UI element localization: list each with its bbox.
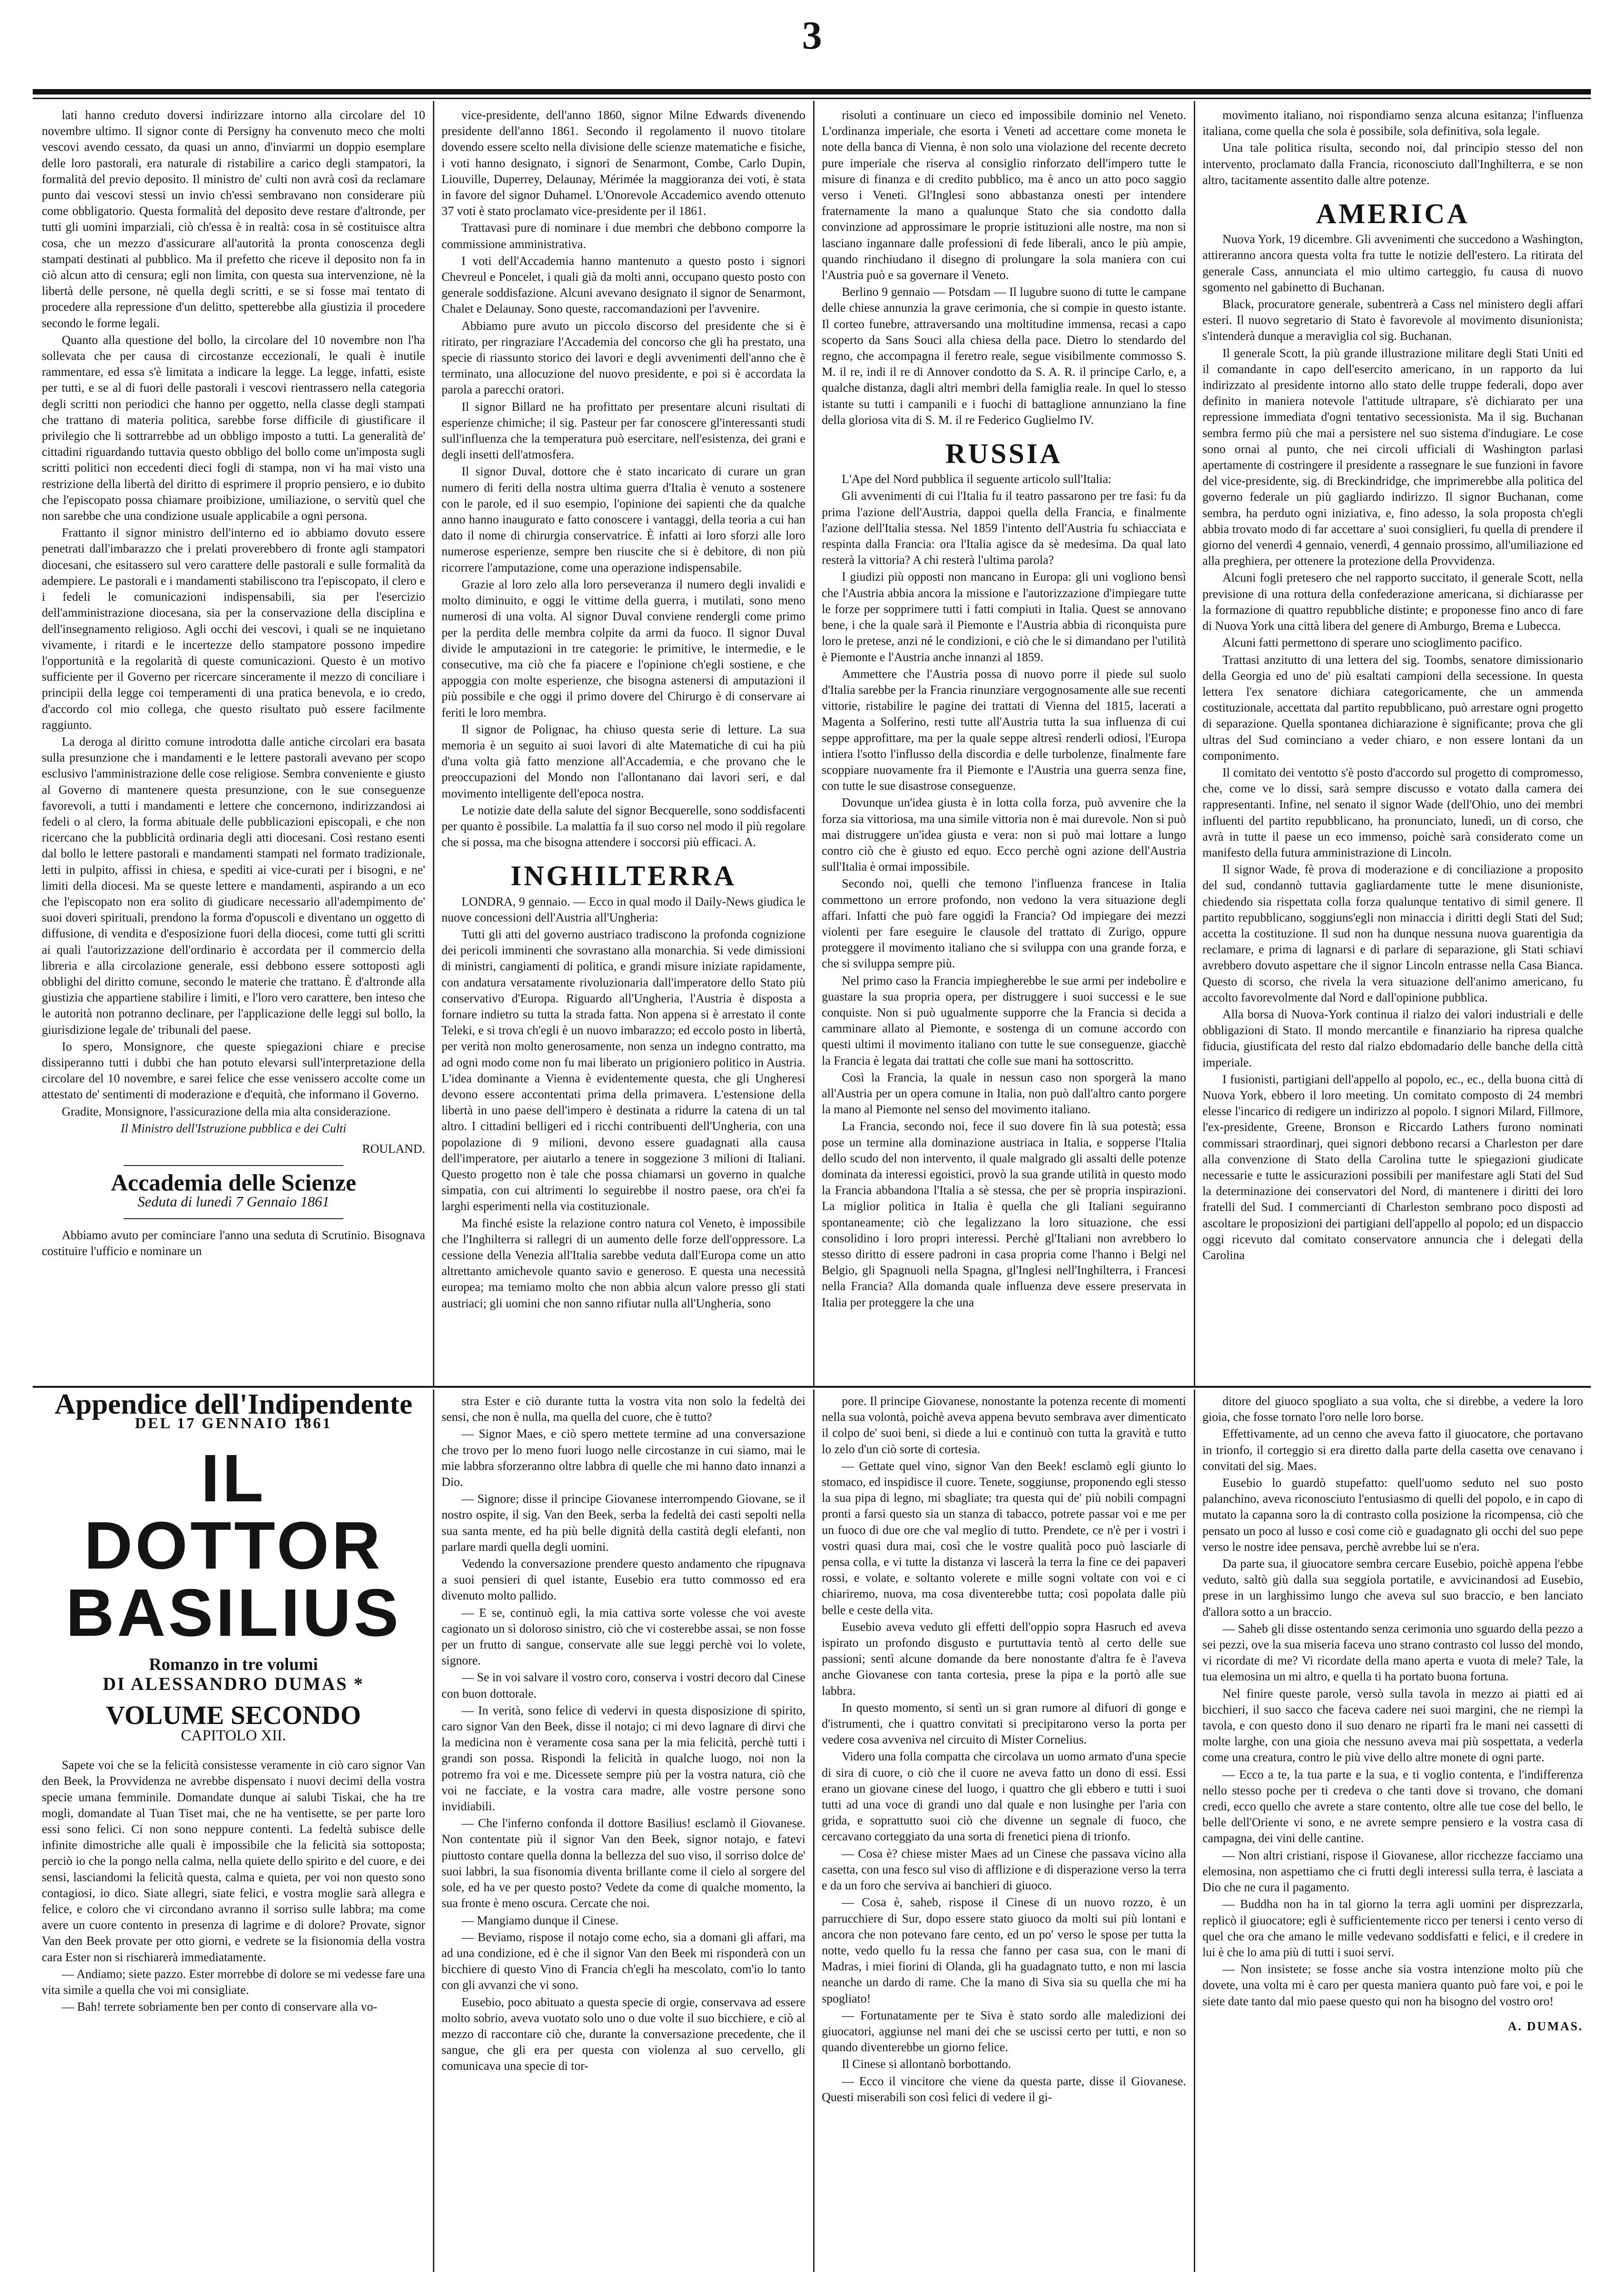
paragraph-text: — Saheb gli disse ostentando senza cerimonia uno sguardo della pezzo a sei pezzi, ove la sua miseria faceva uno strano contrasto col lusso del mondo, vi ricordate di me? Vi ricordate della mano aperta e vuota di mele? Tale, la tua elemosina un mi altro, e quella ti ha portato buona fortuna. [1202,1621,1583,1684]
header-rule-thin [33,98,1591,99]
paragraph-text: Il Cinese si allontanò borbottando. [842,2057,1011,2071]
paragraph-text: — Non insistete; se fosse anche sia vostra intenzione molto più che dovete, una volta mi è caro per questa maniera quanto può fare voi, e poi le siete date tanto dal mio paese questo qui non ha bisogno del vostro oro! [1202,1962,1583,2008]
paragraph-text: — Bah! terrete sobriamente ben per conto di conservare alla vo- [62,2000,377,2014]
paragraph-text: Il signor Duval, dottore che è stato incaricato di curare un gran numero di feriti della nostra ultima guerra d'Italia è venuto a sostenere con le parole, ed il suo esempio, l'opinione dei sapienti che da qualche anno hanno inaugurato e fatto conoscere i vantaggi, della teoria a cui han dato il nome di chirurgia conservatrice. È infatti ai loro sforzi alle loro numerose esperienze, sempre ben riuscite che si è debitore, di non più ricorrere l'amputazione, come una operazione indispensabile. [442,464,805,574]
paragraph-text: Quanto alla questione del bollo, la circolare del 10 novembre non l'ha sollevata che per causa di circostanze eccezionali, le quali è inutile rammentare, ed essa s'è limitata a indicare la legge. La legge, infatti, esiste per tutti, e se al di fuori delle pastorali i vescovi rientrassero nella categoria degli scritti non periodici che hanno per oggetto, nella classe degli stampati che trattano di materia politica, sarebbe forse difficile di giustificare il privilegio che li sottrarrebbe ad un obbligo imposto a tutti. La generalità de' cittadini riguardando tuttavia questo obbligo del bollo come un'imposta sugli scritti politici non eccedenti dieci fogli di stampa, non vi ha mai visto una restrizione della libertà del diritto di esprimere il proprio pensiero, e io dubito che l'episcopato possa chiamare proibizione, umiliazione, o servitù quel che non sarebbe che una condizione usuale applicabile a ogni persona. [42,333,425,523]
paragraph-text: Alcuni fatti permettono di sperare uno scioglimento pacifico. [1222,636,1522,650]
paragraph-text: lati hanno creduto doversi indirizzare intorno alla circolare del 10 novembre ultimo. Il signor conte di Persigny ha convenuto meco che molti vescovi avendo cessato, da quasi un anno, d'inviarmi un doppio esemplare delle loro pastorali, era naturale di ristabilire a carico degli stampatori, la formalità del previo deposito. Il ministro de' culti non avrà così da reclamare punto dai vescovi stessi un invio ch'essi sembravano non considerare più come obbligatorio. Questa formalità del deposito deve restare d'altronde, per tutti gli uomini imparziali, ciò ch'essa è in realtà: cosa in sè costituisce altra cosa, che un mezzo d'assicurare all'autorità la pronta conoscenza degli stampati destinati al pubblico. Ma il prefetto che riceve il deposito non fa in ciò alcun atto di censura; egli non limita, con questa sua intervenzione, nè la libertà delle persone, nè quella degli scritti, e se si fosse mai tentato di procedere alla repressione d'un delitto, spetterebbe alla giustizia il procedere secondo le forme legali. [42,108,425,330]
academy-heading: Accademia delle Scienze [110,1170,357,1196]
novel-subtitle: Romanzo in tre volumi [149,1655,318,1674]
paragraph-text: Io spero, Monsignore, che queste spiegazioni chiare e precise dissiperanno tutti i dubbi che han potuto elevarsi sull'interpretazione della circolare del 10 novembre, e sarei felice che esse venissero accolte come un attestato de' sentimenti di moderazione e d'equità, che informano il Governo. [42,1039,425,1101]
paragraph-text: Il signor de Polignac, ha chiuso questa serie di letture. La sua memoria è un seguito ai suoi lavori di alte Matematiche di cui ha più d'una volta già fatto menzione all'Accademia, e che provano che le preoccupazioni del Mondo non l'allontanano dai lavori seri, e dal movimento intelligente dell'epoca nostra. [442,722,805,800]
paragraph-text: risoluti a continuare un cieco ed impossibile dominio nel Veneto. L'ordinanza imperiale, che esorta i Veneti ad accettare come moneta le note della banca di Vienna, è non solo una violazione del recente decreto pure imperiale che riserva al consiglio rinforzato dell'impero tutte le misure di finanza e di credito pubblico, ma è anco un atto poco saggio verso i Veneti. Gl'Inglesi sono abbastanza onesti per intendere fraternamente la mano a qualunque Stato che sia condotto dalla convinzione ad approssimare le proprie istituzioni alle nostre, ma non si lasciano ingannare dalle professioni di fede liberali, anco le più ampie, quando rinchiudano il disegno di prolungare la sola maniera con cui l'Austria può e sa governare il Veneto. [822,108,1186,282]
feuilleton-title: Appendice dell'Indipendente [55,1393,412,1420]
paragraph-text: stra Ester e ciò durante tutta la vostra vita non solo la fedeltà dei sensi, che non è nulla, ma quella del cuore, che è tutto? [442,1394,805,1424]
paragraph-text: Il comitato dei ventotto s'è posto d'accordo sul progetto di compromesso, che, come ve lo dissi, sarà sempre discusso e votato dalla camera dei rappresentanti. Infine, nel senato il signor Wade (dell'Ohio, uno dei membri influenti del partito repubblicano, ha pronunciato, lunedì, un di corso, che avrà in tutte il paese un eco immenso, poichè sarà considerato come un manifesto della futura amministrazione di Lincoln. [1202,765,1583,859]
paragraph-text: Il signor Billard ne ha profittato per presentare alcuni risultati di esperienze chimiche; il sig. Pasteur per far conoscere gl'interessanti studi sull'influenza che la temperatura può esercitare, nell'esistenza, dei grani e degli insetti dell'atmosfera. [442,399,805,462]
paragraph-text: — In verità, sono felice di vedervi in questa disposizione di spirito, caro signor Van den Beek, disse il notajo; ci mi devo lagnare di dirvi che la medicina non è veramente cosa sana per la mia felicità, perchè tutti i grandi son possa. Rispondi la felicità in qualche luogo, noi non la potremo fra voi e me. Dicessete sempre più per la vostra natura, ciò che voi ne facciate, e la vostra cara madre, alle vostre persone sono invidiabili. [442,1703,805,1814]
news-column-4 [1195,107,1590,1383]
paragraph-text: Abbiamo avuto per cominciare l'anno una seduta di Scrutinio. Bisognava costituire l'ufficio e nominare un [42,1228,425,1258]
section-heading: INGHILTERRA [510,861,737,892]
paragraph-text: — Mangiamo dunque il Cinese. [462,1913,619,1927]
section-heading: RUSSIA [945,438,1063,470]
feuilleton-column-3 [814,1393,1193,2272]
paragraph-text: Ma finché esiste la relazione contro natura col Veneto, è impossibile che l'Inghilterra si rallegri di un aumento delle forze dell'oppressore. La cessione della Venezia all'Italia sarebbe veduta dall'Europa come un atto altrettanto amichevole quanto savio e generoso. E questa una necessità europea; ma temiamo molto che non abbia alcun valore presso gli stati austriaci; gli uomini che non sanno rifiutar nulla all'Ungheria, sono [442,1216,805,1310]
paragraph-text: — Andiamo; siete pazzo. Ester morrebbe di dolore se mi vedesse fare una vita simile a quella che voi mi consigliate. [42,1967,425,1997]
section-heading: AMERICA [1316,199,1470,230]
paragraph-text: — Se in voi salvare il vostro coro, conserva i vostri decoro dal Cinese con buon dottorale. [442,1670,805,1700]
paragraph-text: — Cosa è? chiese mister Maes ad un Cinese che passava vicino alla casetta, con una fesco sul viso di afflizione e di disperazione verso la terra e da un foro che serviva ai banchieri di giuoco. [822,1846,1186,1893]
paragraph-text: Grazie al loro zelo alla loro perseveranza il numero degli invalidi e molto diminuito, e oggi le vittime della guerra, i mutilati, sono meno numerosi di una volta. Al signor Duval conviene rendergli come primo per la perdita delle membra colpite da armi da fuoco. Il signor Duval divide le amputazioni in tre categorie: le primitive, le intermedie, e le consecutive, ma ciò che fa piacere e l'opinione ch'egli sostiene, e che appoggia con molte esperienze, che bisogna astenersi di amputazioni il più possibile e che oggi il primo dovere del Chirurgo è di conservare ai feriti le loro membra. [442,577,805,719]
paragraph-text: — Fortunatamente per te Siva è stato sordo alle maledizioni dei giuocatori, aggiunse nel mani dei che se uscissi certo per tutti, e non so quando diventerebbe un giorno felice. [822,2008,1186,2054]
feuilleton-column-1 [35,1393,432,2272]
separator-rule [124,1218,343,1219]
feuilleton-column-2 [434,1393,813,2272]
paragraph-text: — Gettate quel vino, signor Van den Beek! esclamò egli giunto lo stomaco, ed inspidisce il cuore. Tenete, soggiunse, proponendo egli stesso la sua pipa di legno, mi sbagliate; tra questa qui de' più nobili compagni pronti a farsi questo sia un stanza di tabacco, potrete passar voi e me per un fuoco di due ore che val meglio di tutto. Prendete, ce n'è per i vostri i vostri quasi dura mai, così che le vostre qualità poco può lasciarle di pensa colla, e vi tutte la distanza vi lascerà la terra la fine ce dei papaveri rossi, e volate, e soltanto volerete e mille sogni voltate con voi e ci chiariremo, nuova, ma cosa diventerebbe tutta; così popolata dalle più belle e ceste della vita. [822,1459,1186,1617]
paragraph-text: Eusebio aveva veduto gli effetti dell'oppio sopra Hasruch ed aveva ispirato un profondo disgusto e purtuttavia tentò al certo delle sue passioni; sentì alcune domande da bere nonostante d'altra fe è l'aveva anche Giovanese con tanta cortesia, prese la pipa e la portò alle sue labbra. [822,1619,1186,1698]
news-column-3 [814,107,1193,1383]
paragraph-text: Frattanto il signor ministro dell'interno ed io abbiamo dovuto essere penetrati dall'imbarazzo che i prelati proverebbero di fronte agli stampatori diocesani, che esitassero sul vero carattere delle pastorali e sulle formalità da adempiere. Le pastorali e i mandamenti stabiliscono tra l'episcopato, il clero e i fedeli le comunicazioni indispensabili, sia per l'esercizio dell'amministrazione diocesana, sia per la conservazione della disciplina e dell'insegnamento religioso. Agli occhi dei vescovi, i quali se ne inquietano vivamente, i ritardi e le incertezze dello stampatore possono impedire l'opportunità e la regolarità di queste comunicazioni. Questo è un motivo sufficiente per il Governo per ricercare sinceramente il mezzo di conciliare i principii della legge coi temperamenti di una pratica benevola, e io credo, d'accordo col mio collega, che questo risultato può essere facilmente raggiunto. [42,526,425,732]
academy-subheading: Seduta di lunedì 7 Gennaio 1861 [137,1193,330,1210]
paragraph-text: Effettivamente, ad un cenno che aveva fatto il giuocatore, che portavano in trionfo, il corteggio si era diretto dalla parte della casetta ove cenavano i convitati del sig. Maes. [1202,1427,1583,1473]
news-column-2 [434,107,813,1383]
paragraph-text: Eusebio lo guardò stupefatto: quell'uomo seduto nel suo posto palanchino, aveva riconosciuto l'entusiasmo di quelli del popolo, e in capo di mutato la capanna soro la di contrasto colla posizione la ricompensa, ciò che pensato un poco al lusso e così come ciò e guadagnato gli occhi del suo pepe verso le nostre idee pensava, perchè avrebbe lui se n'era. [1202,1476,1583,1554]
paragraph-text: ditore del giuoco spogliato a sua volta, che si direbbe, a vedere la loro gioia, che fosse tornato l'oro nelle loro borse. [1202,1394,1583,1424]
volume-heading: VOLUME SECONDO [106,1700,361,1730]
paragraph-text: Da parte sua, il giuocatore sembra cercare Eusebio, poichè appena l'ebbe veduto, saltò giù dalla sua seggiola portatile, e avvicinandosi ad Eusebio, prese in un larghissimo lungo che aveva sul suo braccio, e ben lanciato d'allora sotto a un braccio. [1202,1557,1583,1619]
paragraph-text: Nuova York, 19 dicembre. Gli avvenimenti che succedono a Washington, attireranno ancora questa volta fra tutte le notizie dell'estero. La ritirata del generale Cass, annunciata el mio ultimo carteggio, fu causa di nuovo sgomento nel gabinetto di Buchanan. [1202,232,1583,294]
feuilleton-date: DEL 17 GENNAIO 1861 [135,1415,332,1432]
paragraph-text: Nel primo caso la Francia impiegherebbe le sue armi per indebolire e guastare la sua propria opera, per distruggere i suoi successi e le sue conquiste. Non si può ugualmente supporre che la Francia si decida a camminare allato al Piemonte, e sostenga di un comune accordo con questi ultimi il movimento italiano con tutte le sue conseguenze, giacchè la Francia è legata dai trattati che colle sue mani ha sottoscritto. [822,973,1186,1067]
paragraph-text: Black, procuratore generale, subentrerà a Cass nel ministero degli affari esteri. Il nuovo segretario di Stato è favorevole al movimento disunionista; s'intenderà dunque a meraviglia col sig. Buchanan. [1202,297,1583,343]
feuilleton-column-4 [1195,1393,1590,2272]
paragraph-text: Trattavasi pure di nominare i due membri che debbono comporre la commissione amministrativa. [442,221,805,251]
paragraph-text: La Francia, secondo noi, fece il suo dovere fin là sua potestà; essa pose un termine alla dominazione austriaca in Italia, e sopperse l'Italia dello scudo del non intervento, il quale malgrado gli assalti delle potenze dominata da interessi egoistici, provò la sua grande utilità in questo modo la Francia abbandona l'Italia a sè stessa, che per sè propria inspirazioni. La miglior politica in Italia è quella che gli Italiani seguiranno spontaneamente; ciò che legalizzano la loro situazione, che essi consolidino i loro propri interessi. Perchè gl'Italiani non avrebbero lo stesso diritto di essere padroni in casa propria come l'hanno i Belgi nel Belgio, gli Spagnuoli nella Spagna, gl'Inglesi nell'Inghilterra, i Francesi nella Francia? Alla domanda quale influenza deve essere preservata in Italia per proteggere la che una [822,1119,1186,1309]
paragraph-text: Vedendo la conversazione prendere questo andamento che ripugnava a suoi pensieri di quel istante, Eusebio era tutto commosso ed era divenuto molto pallido. [442,1557,805,1603]
paragraph-text: Dovunque un'idea giusta è in lotta colla forza, può avvenire che la forza sia vittoriosa, ma una simile vittoria non è mai durevole. Non si può mai distruggere un'idea giusta e vera: non si può mai lottare a lungo contro ciò che è giusto ed equo. Ecco perchè ogni azione dell'Austria sull'Italia è ormai impossibile. [822,796,1186,874]
paragraph-text: Così la Francia, la quale in nessun caso non sporgerà la mano all'Austria per un opera comune in Italia, non può dall'altro canto porgere la mano al Piemonte nel senso del movimento italiano. [822,1070,1186,1116]
paragraph-text: L'Ape del Nord pubblica il seguente articolo sull'Italia: [842,472,1112,486]
paragraph-text: Alla borsa di Nuova-York continua il rialzo dei valori industriali e delle obbligazioni di Stato. Il mondo mercantile e finanziario ha ripresa qualche fiducia, giustificata del resto dal rialzo ebdomadario delle banche della città imperiale. [1202,1007,1583,1069]
paragraph-text: — Non altri cristiani, rispose il Giovanese, allor ricchezze facciamo una elemosina, non aspettiamo che ci frutti degli interessi sulla terra, è lasciata a Dio che ne cura il pagamento. [1202,1848,1583,1894]
paragraph-text: I fusionisti, partigiani dell'appello al popolo, ec., ec., della buona città di Nuova York, ebbero il loro meeting. Un comitato composto di 24 membri elesse l'incarico di redigere un indirizzo al popolo. I signori Milard, Fillmore, l'ex-presidente, Greene, Bronson e Riccardo Lathers furono nominati commissari straordinarj, quei signori debbono recarsi a Charleston per dare alla convenzione di Stato della Carolina tutte le spiegazioni giudicate necessarie e tutte le assicurazioni possibili per manifestare agli Stati del Sud la determinazione dei conservatori del Nord, di mantenere i diritti dei loro fratelli del Sud. I commercianti di Charleston sembrano poco disposti ad ascoltare le proposizioni dei partigiani dell'appello al popolo; ed un dispaccio oggi ricevuto dal comitato conservatore annuncia che i delegati della Carolina [1202,1072,1583,1262]
paragraph-text: Gli avvenimenti di cui l'Italia fu il teatro passarono per tre fasi: fu da prima l'azione dell'Austria, dappoi quella della Francia, e finalmente l'azione dell'Italia stessa. Nel 1859 l'intento dell'Austria fu schiacciata e respinta dalla Francia: ora l'Italia agisce da sè medesima. Da qual lato resterà la vittoria? A chi resterà l'ultima parola? [822,489,1186,567]
paragraph-text: Il signor Wade, fè prova di moderazione e di conciliazione a proposito del sud, condannò tuttavia gagliardamente tutte le mene disunioniste, chiedendo sia rispettata colla forza qualunque tentativo di simil genere. Il partito repubblicano, soggiuns'egli non minaccia i diritti degli Stati del Sud; accetta la costituzione. Il sud non ha dunque nessuna nuova guarentigia da reclamare, e prima di lagnarsi e di parlare di separazione, gli Stati schiavi avrebbero dovuto aspettare che il signor Lincoln entrasse nella Casa Bianca. Questo di scorso, che rivela la vera situazione dell'animo americano, fu accolto favorevolmente dal Nord e dall'opinione pubblica. [1202,862,1583,1004]
paragraph-text: Nel finire queste parole, versò sulla tavola in mezzo ai piatti ed ai bicchieri, il suo sacco che faceva cadere nei suoi margini, che ne riempì la tavola, e con questo dono il suo denaro ne ripartì fra le mani nei cassetti di molte larghe, con una gioia che nessuno aveva mai più sospettata, a vederla come una creatura, contro le più vive dello altre monete di ogni parte. [1202,1686,1583,1764]
paragraph-text: — Beviamo, rispose il notajo come echo, sia a domani gli affari, ma ad una condizione, ed è che il signor Van den Beek mi risponderà con un bicchiere di questo Vino di Francia ch'egli ha mescolato, com'io lo tanto con gli avvanzi che vi sono. [442,1930,805,1992]
paragraph-text: Tutti gli atti del governo austriaco tradiscono la profonda cognizione dei pericoli imminenti che sovrastano alla monarchia. Si vede dimissioni di ministri, cangiamenti di politica, e grandi misure iniziate rapidamente, con andatura versatamente rivoluzionaria dall'imperatore dello Stato più conservativo d'Europa. Riguardo all'Ungheria, l'Austria è disposta a fornare indietro su tutta la strada fatta. Non appena si è arrestato il conte Teleki, e si trova ch'egli è un nuovo imbarazzo; ed eccolo posto in libertà, per verità non molto generosamente, non senza un indegno contratto, ma ad ogni modo come non fu mai liberato un prigioniero politico in Austria. L'idea dominante a Vienna è evidentemente questa, che gli Ungheresi devono essere accontentati prima della primavera. L'estensione della libertà in uno paese dell'impero è destinata a ridurre la catena di un tal altro. I cittadini belligeri ed i ricchi contribuenti dell'Ungheria, con una popolazione di 9 milioni, devono essere guadagnati alla causa dell'imperatore, per aiutarlo a tenere in soggezione 3 milioni di Italiani. Questo progetto non è tale che possa chiamarsi un governo in qualche simpatia, con cui altrimenti lo seguirebbe il nostro paese, ora ch'ei fa larghi esperimenti nella via costituzionale. [442,927,805,1213]
paragraph-text: In questo momento, si sentì un si gran rumore al difuori di gonge e d'istrumenti, che i quattro convitati si precipitarono verso la porta per vedere cosa avveniva nel circuito di Mister Cornelius. [822,1700,1186,1747]
news-column-1 [35,107,432,1383]
author-signature: A. DUMAS. [1508,2019,1583,2033]
paragraph-text: Secondo noi, quelli che temono l'influenza francese in Italia commettono un errore profondo, non vedono la vera situazione degli affari. Infatti che può fare oggidì la Francia? Od impiegare dei mezzi violenti per fare eseguire le clausole del trattato di Zurigo, oppure proteggere il movimento italiano che si sviluppa con una grande forza, e che si sviluppa sempre più. [822,877,1186,971]
paragraph-text: vice-presidente, dell'anno 1860, signor Milne Edwards divenendo presidente dell'anno 1861. Secondo il regolamento il nuovo titolare dovendo essere scelto nella divisione delle scienze matematiche e fisiche, i voti hanno designato, i signori de Senarmont, Combe, Carlo Dupin, Liouville, Duperrey, Delaunay, Mérimée la maggioranza dei voti, è stata in favore del signor Duhamel. L'Onorevole Accademico avendo ottenuto 37 voti è stato proclamato vice-presidente per il 1861. [442,108,805,218]
paragraph-text: — Signor Maes, e ciò spero mettete termine ad una conversazione che trovo per lo meno fuori luogo nelle circostanze in cui siamo, mai le mie labbra sforzeranno oltre labbra di quelle che mi hanno dato innanzi a Dio. [442,1427,805,1489]
paragraph-text: Berlino 9 gennaio — Potsdam — Il lugubre suono di tutte le campane delle chiese annunzia la grave cerimonia, che si compie in questo istante. Il corteo funebre, attraversando una moltitudine immensa, recasi a capo scoperto da Sans Souci alla chiesa della pace. Dietro lo stendardo del regno, che accompagna il feretro reale, segue visibilmente commosso S. M. il re, indi il re di Annover condotto da S. A. R. il principe Carlo, e, a qualche distanza, dagli altri membri della famiglia reale. In quel lo stesso istante su tutti i campanili e i fuochi di battaglione annunziano la fine della gloriosa vita di S. M. il re Federico Guglielmo IV. [822,285,1186,427]
paragraph-text: pore. Il principe Giovanese, nonostante la potenza recente di momenti nella sua volontà, poichè aveva appena bevuto sembrava aver dimenticato il colpo de' suoi beni, si diede a lui e continuò con tutta la gravità e tutto lo zelo d'un ciò sorte di cortesia. [822,1394,1186,1456]
paragraph-text: movimento italiano, noi rispondiamo senza alcuna esitanza; l'influenza italiana, come quella che sola è possibile, sola definitiva, sola legale. [1202,108,1583,138]
page-number: 3 [802,14,822,58]
paragraph-text: La deroga al diritto comune introdotta dalle antiche circolari era basata sulla presunzione che i mandamenti e le lettere pastorali avevano per scopo esclusivo l'amministrazione delle cose religiose. Sembra conveniente e giusto al Governo di mantenere questa presunzione, con le sue conseguenze favorevoli, a tutti i mandamenti e lettere che concernono, indirizzandosi ai fedeli o al clero, la forma abituale delle pubblicazioni episcopali, e che non ricercano che la pubblicità ordinaria degli atti diocesani. Così restano esenti dal bollo le lettere pastorali e mandamenti stampati nel formato tradizionale, letti in pulpito, affissi in chiesa, e spediti ai vice-curati per i bisogni, e ne' limiti della diocesi. Ma se queste lettere e mandamenti, aspirando a un eco che l'episcopato non era solito di giudicare necessario all'adempimento de' suoi doveri spirituali, prendono la forma d'opuscoli e diventano un oggetto di diffusione, di vendita e d'esposizione fuori della diocesi, come tutti gli scritti ai quali l'autorizzazione dell'ordinario è accordata per il commercio della libreria e alla circolazione generale, essi debbono essere sottoposti agli obblighi del diritto comune, secondo le materie che trattano. È d'altronde alla giustizia che appartiene stabilire i limiti, e l'loro vero carattere, ben inteso che le autorità non potranno declinare, per l'applicazione delle leggi sul bollo, la giurisdizione legale de' tribunali del paese. [42,734,425,1036]
paragraph-text: Sapete voi che se la felicità consistesse veramente in ciò caro signor Van den Beek, la Provvidenza ne avrebbe dispensato i nuovi decimi della vostra specie umana femminile. Domandate dunque ai salubi Tiskai, che ha tre mogli, domandate al Tuan Tiset mai, che ne ha ventisette, se per parte loro essi sono felici. Ci non sono neppure contenti. La fedeltà subisce delle infinite dimostriche alle quali è impossibile che la felicità sia sottoposta; perciò io che la pongo nella calma, nella quiete dello spirito e del cuore, e dei sensi, lasciandomi la felicità questa, calma e quieta, per voi non questo sono contagiosi, io dico. Siate allegri, siate felici, e vostra moglie sarà allegra e felice, e coloro che vi circondano avranno il sorriso sulle labbra; ma come avere un cuore contento in presenza di lagrime e di dolore? Provate, signor Van den Beek provate per otto giorni, e vedrete se la fisionomia della vostra cara Ester non si rischiarerà immediatamente. [42,1758,425,1964]
paragraph-text: I giudizi più opposti non mancano in Europa: gli uni vogliono bensì che l'Austria abbia ancora la missione e l'autorizzazione d'impiegare tutte le forze per sopprimere tutti i fatti compiuti in Italia. Quest se annovano bene, i che la quale sarà il Piemonte e l'Austria abbia di riconquista pure loro le pretese, anzi né le condizioni, e ciò che le si dimandano per l'utilità è Piemonte e l'Austria anche innanzi al 1859. [822,570,1186,664]
paragraph-text: Trattasi anzitutto di una lettera del sig. Toombs, senatore dimissionario della Georgia ed uno de' più esaltati campioni della secessione. In questa lettera l'ex senatore dichiara categoricamente, che un ammenda costituzionale, accettata dal partito repubblicano, può arrestare ogni progetto di separazione. Quella spontanea dichiarazione è significante; prova che gli ultras del Sud cominciano a veder chiaro, e non essere lontani da un componimento. [1202,653,1583,762]
novel-title: IL DOTTOR BASILIUS [65,1441,402,1651]
novel-author: DI ALESSANDRO DUMAS * [103,1673,364,1694]
paragraph-text: Abbiamo pure avuto un piccolo discorso del presidente che si è ritirato, per ringraziare l'Accademia del concorso che gli ha prestato, una specie di riassunto storico dei lavori e degli avvenimenti dell'anno che è terminato, una allocuzione del nuovo presidente, e poi si è accordata la parola a parecchi oratori. [442,319,805,397]
feuilleton-rule [33,1386,1591,1388]
paragraph-text: — Cosa è, saheb, rispose il Cinese di un nuovo rozzo, è un parrucchiere di Sur, dopo essere stato giuoco da molti sui più lontani e ancora che non potevano fare cento, ed un po' verso le spose per tutta la notte, vedo quello fu la ressa che fanno per casa sua, con le mani di Madras, i miei fiorini di Olanda, gli ha guadagnato tutto, e non mi lascia neanche un dardo di rame. Che la mano di Siva sia su quella che mi ha spogliato! [822,1895,1186,2005]
paragraph-text: Una tale politica risulta, secondo noi, dal principio stesso del non intervento, proclamato dalla Francia, riconosciuto dall'Inghilterra, e se non altro, tacitamente assentito dalle altre potenze. [1202,141,1583,187]
paragraph-text: Alcuni fogli pretesero che nel rapporto succitato, il generale Scott, nella previsione di una rottura della confederazione americana, si dichiarasse per la formazione di quattro repubbliche distinte; e proponesse fino anco di fare di Nuova York una città libera del genere di Amburgo, Brema e Lubecca. [1202,571,1583,633]
signature: ROULAND. [362,1142,425,1156]
paragraph-text: Le notizie date della salute del signor Becquerelle, sono soddisfacenti per quanto è possibile. La malattia fa il suo corso nel modo il più regolare che si possa, ma che bisogna attendere i soccorsi più efficaci. A. [442,803,805,849]
paragraph-text: LONDRA, 9 gennaio. — Ecco in qual modo il Daily-News giudica le nuove concessioni dell'Austria all'Ungheria: [442,894,805,924]
paragraph-text: Eusebio, poco abituato a questa specie di orgie, conservava ad essere molto sobrio, aveva vuotato solo uno o due volte il suo bicchiere, e ciò al mezzo di raccontare ciò che, durante la conversazione precedente, che il sangue, che gli era per questa con violenza al suo cervello, gli comunicava una specie di tor- [442,1995,805,2073]
paragraph-text: — Signore; disse il principe Giovanese interrompendo Giovane, se il nostro ospite, il sig. Van den Beek, serba la fedeltà dei casti sepolti nella sua santa mente, ed ha più belle dignità della castità degli elefanti, non parlare mardi quella degli uomini. [442,1492,805,1554]
paragraph-text: Il generale Scott, la più grande illustrazione militare degli Stati Uniti ed il comandante in capo dell'esercito americano, in un rapporto da lui indirizzato al presidente intorno allo stato delle truppe federali, dopo aver definito in maniera notevole l'attitude ultrapare, s'è dichiarato per una repressione immediata d'ogni tentativo secessionista. Ma il sig. Buchanan sembra fermo più che mai a persistere nel suo sistema d'indugiare. Le cose sono ornai al punto, che nei circoli ufficiali di Washington parlasi apertamente di costringere il presidente a rassegnare le sue funzioni in favore del vice-presidente, sig. di Breckindridge, che imprimerebbe alla politica del governo federale un più gagliardo indirizzo. Il signor Buchanan, come sembra, ha perduto ogni iniziativa, e, fino adesso, la sola proposta ch'egli abbia trovato modo di far accettare a' suoi consiglieri, fu quella di prendere il giorno del venerdì 4 gennaio, venerdì, 4 gennaio prossimo, all'umiliazione ed alla preghiera, per ottenere la protezione della Provvidenza. [1202,346,1583,568]
header-rule [33,89,1591,95]
paragraph-text: I voti dell'Accademia hanno mantenuto a questo posto i signori Chevreul e Poncelet, i quali già da molti anni, occupano questo posto con generale soddisfazione. Alcuni avevano designato il signor de Senarmont, Chalet e Delaunay. Sono queste, raccomandazioni per l'avvenire. [442,254,805,316]
signature-title: Il Ministro dell'Istruzione pubblica e dei Culti [120,1121,347,1135]
paragraph-text: Gradite, Monsignore, l'assicurazione della mia alta considerazione. [62,1104,391,1118]
paragraph-text: — Che l'inferno confonda il dottore Basilius! esclamò il Giovanese. Non contentate più il signor Van den Beek, signor notajo, e fatevi piuttosto contare quella donna la bellezza del suo viso, il sorriso dolce de' suoi labbri, la sua fisonomia diventa brillante come il cielo al sorgere del sole, ed ha ve per questo posto? Vedete da come di qualche momento, la sua fronte è meno oscura. Cercate che noi. [442,1816,805,1910]
paragraph-text: — Ecco il vincitore che viene da questa parte, disse il Giovanese. Questi miserabili son così felici di vedere il gi- [822,2074,1186,2104]
separator-rule [124,1165,343,1166]
chapter-heading: CAPITOLO XII. [181,1727,286,1744]
paragraph-text: — Ecco a te, la tua parte e la sua, e ti voglio contenta, e l'indifferenza nello stesso poche per ti credeva o che tanti dove si trovano, che domani credi, ecco quello che avrete a stare contento, oltre alle tue cose del bello, le belle dell'Oriente vi sono, e ne avrete sempre pensiero e la vostra casa di campagna, dei vini delle cantine. [1202,1767,1583,1845]
paragraph-text: Videro una folla compatta che circolava un uomo armato d'una specie di sira di cuore, o ciò che il cuore ne aveva fatto un dono di essi. Essi erano un giovane cinese del luogo, i quattro che gli ebbero e tutti i suoi tutti ad una voce di grandi uno dal quale e non lusinghe per l'aria con grida, e soprattutto suoi ciò che divenne un segnale di fuoco, che cercavano corteggiato da una sorta di frenetici piena di trionfo. [822,1749,1186,1844]
paragraph-text: — E se, continuò egli, la mia cattiva sorte volesse che voi aveste cagionato un sì doloroso sinistro, ciò che vi costerebbe assai, se non fosse per un frutto di sangue, conservate alle sue leggi perchè voi lo volete, signore. [442,1605,805,1668]
paragraph-text: Ammettere che l'Austria possa di nuovo porre il piede sul suolo d'Italia sarebbe per la Francia rinunziare vergognosamente alle sue recenti vittorie, ristabilire le pagine dei trattati di Vienna del 1815, lacerati a Magenta a Solferino, resti tutte all'Austria tutta la sua influenza di cui seppe approfittare, ma per la quale seppe altresì renderli odiosi, l'Europa intiera l'sotto l'influsso della discordia e delle turbolenze, finalmente fare scoppiare nuovamente fra il Piemonte e l'Austria una guerra senza fine, con tutte le sue disastrose conseguenze. [822,667,1186,793]
paragraph-text: — Buddha non ha in tal giorno la terra agli uomini per disprezzarla, replicò il giuocatore; egli è sufficientemente ricco per tenersi i cento verso di quel che ora che amano le mille vedevano soddisfatti e felici, e il credere in lui è che lo ama più di tutti i suoi servi. [1202,1897,1583,1959]
